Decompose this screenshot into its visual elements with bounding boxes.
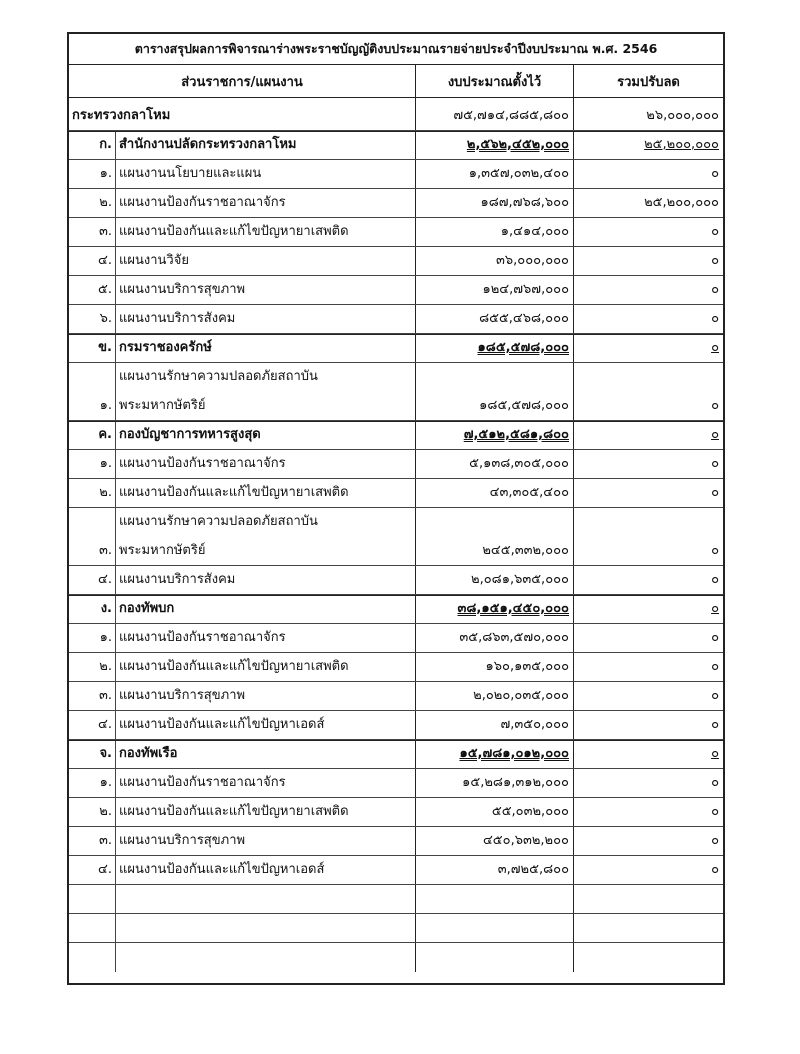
plan-cut: ๐	[711, 804, 719, 819]
group-budget: ๑๕,๗๘๑,๐๑๒,๐๐๐	[416, 741, 574, 768]
plan-budget: ๑๒๔,๗๖๗,๐๐๐	[416, 276, 574, 304]
plan-name: แผนงานป้องกันและแก้ไขปัญหายาเสพติด	[116, 218, 416, 246]
plan-number: ๓.	[69, 827, 116, 855]
plan-number: ๑.	[69, 769, 116, 797]
plan-name: แผนงานบริการสังคม	[116, 566, 416, 594]
plan-row	[69, 247, 723, 276]
plan-budget: ๑๖๐,๑๓๕,๐๐๐	[416, 653, 574, 681]
empty-cell	[574, 914, 723, 942]
plan-number: ๔.	[69, 566, 116, 594]
plan-row	[69, 276, 723, 305]
plan-cut: ๐	[711, 311, 719, 326]
empty-cell	[116, 943, 416, 972]
plan-budget: ๒๔๕,๓๓๒,๐๐๐	[416, 508, 574, 565]
budget-table	[67, 32, 725, 985]
plan-cut: ๒๕,๒๐๐,๐๐๐	[644, 195, 719, 210]
table-title: ตารางสรุปผลการพิจารณาร่างพระราชบัญญัติงบประมาณรายจ่ายประจำปีงบประมาณ พ.ศ. 2546	[69, 34, 723, 65]
group-name: กองบัญชาการทหารสูงสุด	[116, 422, 416, 449]
plan-cut: ๐	[711, 572, 719, 587]
plan-number: ๓.	[69, 218, 116, 246]
plan-row	[69, 769, 723, 798]
group-budget: ๒,๕๖๒,๔๕๒,๐๐๐	[416, 132, 574, 159]
plan-number: ๒.	[69, 798, 116, 826]
empty-row	[69, 885, 723, 914]
plan-cut: ๐	[711, 485, 719, 500]
table-header	[69, 65, 723, 98]
plan-budget: ๓,๗๒๕,๘๐๐	[416, 856, 574, 884]
plan-name: แผนงานป้องกันราชอาณาจักร	[116, 450, 416, 478]
empty-cell	[69, 914, 116, 942]
plan-name: แผนงานป้องกันราชอาณาจักร	[116, 624, 416, 652]
plan-cut: ๐	[711, 456, 719, 471]
plan-number: ๓.	[69, 508, 116, 565]
plan-row	[69, 798, 723, 827]
plan-name: แผนงานป้องกันและแก้ไขปัญหาเอดส์	[116, 711, 416, 739]
group-number: ข.	[69, 335, 116, 362]
plan-budget: ๑๘๕,๕๗๘,๐๐๐	[416, 363, 574, 420]
plan-number: ๓.	[69, 682, 116, 710]
plan-number: ๑.	[69, 450, 116, 478]
empty-cell	[416, 914, 574, 942]
group-number: ง.	[69, 596, 116, 623]
empty-cell	[69, 885, 116, 913]
plan-name: แผนงานบริการสุขภาพ	[116, 682, 416, 710]
plan-cut: ๐	[711, 398, 719, 413]
plan-cut: ๐	[711, 688, 719, 703]
plan-cut: ๐	[711, 543, 719, 558]
plan-name: แผนงานป้องกันราชอาณาจักร	[116, 769, 416, 797]
group-row	[69, 334, 723, 363]
plan-budget: ๑๘๗,๗๖๘,๖๐๐	[416, 189, 574, 217]
plan-row	[69, 624, 723, 653]
plan-cut: ๐	[711, 862, 719, 877]
empty-cell	[574, 943, 723, 972]
plan-cut: ๐	[711, 282, 719, 297]
group-cut: ๒๕,๒๐๐,๐๐๐	[644, 137, 719, 152]
group-name: สำนักงานปลัดกระทรวงกลาโหม	[116, 132, 416, 159]
group-number: จ.	[69, 741, 116, 768]
plan-budget: ๕๕,๐๓๒,๐๐๐	[416, 798, 574, 826]
plan-name: แผนงานป้องกันและแก้ไขปัญหาเอดส์	[116, 856, 416, 884]
plan-number: ๒.	[69, 653, 116, 681]
plan-name: แผนงานป้องกันและแก้ไขปัญหายาเสพติด	[116, 798, 416, 826]
plan-budget: ๑,๓๕๗,๐๓๒,๔๐๐	[416, 160, 574, 188]
plan-name	[116, 508, 416, 565]
plan-name: แผนงานบริการสุขภาพ	[116, 827, 416, 855]
header-cut: รวมปรับลด	[617, 74, 680, 90]
group-number: ค.	[69, 422, 116, 449]
group-cut: ๐	[711, 340, 719, 355]
empty-cell	[69, 943, 116, 972]
ministry-budget: ๗๕,๗๑๔,๘๘๕,๘๐๐	[416, 98, 574, 130]
groups-container	[69, 131, 723, 972]
plan-cut: ๐	[711, 775, 719, 790]
plan-number: ๕.	[69, 276, 116, 304]
empty-row	[69, 943, 723, 972]
group-row	[69, 131, 723, 160]
group-name: กองทัพเรือ	[116, 741, 416, 768]
plan-cut: ๐	[711, 253, 719, 268]
empty-cell	[416, 885, 574, 913]
plan-budget: ๓๕,๘๖๓,๕๗๐,๐๐๐	[416, 624, 574, 652]
plan-name: แผนงานวิจัย	[116, 247, 416, 275]
group-row	[69, 740, 723, 769]
plan-number: ๔.	[69, 247, 116, 275]
group-cut: ๐	[711, 746, 719, 761]
plan-name: แผนงานป้องกันและแก้ไขปัญหายาเสพติด	[116, 653, 416, 681]
plan-number: ๑.	[69, 624, 116, 652]
group-cut: ๐	[711, 601, 719, 616]
plan-row	[69, 160, 723, 189]
ministry-cut: ๒๖,๐๐๐,๐๐๐	[646, 108, 719, 123]
group-budget: ๑๘๕,๕๗๘,๐๐๐	[416, 335, 574, 362]
empty-row	[69, 914, 723, 943]
plan-row	[69, 827, 723, 856]
plan-budget: ๔๓,๓๐๕,๔๐๐	[416, 479, 574, 507]
plan-name-line2: พระมหากษัตริย์	[119, 398, 206, 413]
plan-number: ๑.	[69, 160, 116, 188]
plan-number: ๑.	[69, 363, 116, 420]
plan-budget: ๓๖,๐๐๐,๐๐๐	[416, 247, 574, 275]
group-budget: ๓๘,๑๕๑,๔๕๐,๐๐๐	[416, 596, 574, 623]
plan-budget: ๑๕,๒๘๑,๓๑๒,๐๐๐	[416, 769, 574, 797]
plan-name-line2: พระมหากษัตริย์	[119, 543, 206, 558]
plan-row	[69, 363, 723, 421]
group-cut: ๐	[711, 427, 719, 442]
empty-cell	[116, 914, 416, 942]
plan-row	[69, 305, 723, 334]
plan-name	[116, 363, 416, 420]
plan-name-line1: แผนงานรักษาความปลอดภัยสถาบัน	[119, 369, 318, 384]
plan-budget: ๗,๓๕๐,๐๐๐	[416, 711, 574, 739]
plan-row	[69, 450, 723, 479]
ministry-row	[69, 98, 723, 131]
plan-budget: ๔๕๐,๖๓๒,๒๐๐	[416, 827, 574, 855]
plan-budget: ๘๕๕,๔๖๘,๐๐๐	[416, 305, 574, 333]
plan-name: แผนงานป้องกันและแก้ไขปัญหายาเสพติด	[116, 479, 416, 507]
plan-row	[69, 856, 723, 885]
plan-number: ๒.	[69, 189, 116, 217]
plan-row	[69, 218, 723, 247]
plan-cut: ๐	[711, 224, 719, 239]
plan-row	[69, 566, 723, 595]
plan-name: แผนงานนโยบายและแผน	[116, 160, 416, 188]
group-row	[69, 421, 723, 450]
plan-budget: ๕,๑๓๘,๓๐๕,๐๐๐	[416, 450, 574, 478]
plan-cut: ๐	[711, 833, 719, 848]
group-row	[69, 595, 723, 624]
group-number: ก.	[69, 132, 116, 159]
plan-budget: ๒,๐๘๑,๖๓๕,๐๐๐	[416, 566, 574, 594]
plan-cut: ๐	[711, 166, 719, 181]
group-name: กรมราชองครักษ์	[116, 335, 416, 362]
plan-number: ๖.	[69, 305, 116, 333]
empty-cell	[416, 943, 574, 972]
plan-budget: ๒,๐๒๐,๐๓๕,๐๐๐	[416, 682, 574, 710]
plan-name: แผนงานบริการสุขภาพ	[116, 276, 416, 304]
plan-cut: ๐	[711, 659, 719, 674]
group-name: กองทัพบก	[116, 596, 416, 623]
plan-row	[69, 653, 723, 682]
plan-number: ๒.	[69, 479, 116, 507]
header-agency: ส่วนราชการ/แผนงาน	[69, 65, 416, 97]
plan-cut: ๐	[711, 630, 719, 645]
empty-cell	[574, 885, 723, 913]
plan-row	[69, 711, 723, 740]
ministry-name: กระทรวงกลาโหม	[69, 98, 416, 130]
plan-number: ๔.	[69, 856, 116, 884]
plan-budget: ๑,๔๑๔,๐๐๐	[416, 218, 574, 246]
plan-row	[69, 508, 723, 566]
plan-name: แผนงานป้องกันราชอาณาจักร	[116, 189, 416, 217]
plan-name: แผนงานบริการสังคม	[116, 305, 416, 333]
header-budget: งบประมาณตั้งไว้	[416, 65, 574, 97]
plan-row	[69, 189, 723, 218]
group-budget: ๗,๕๑๒,๕๘๑,๘๐๐	[416, 422, 574, 449]
plan-row	[69, 682, 723, 711]
plan-cut: ๐	[711, 717, 719, 732]
plan-name-line1: แผนงานรักษาความปลอดภัยสถาบัน	[119, 514, 318, 529]
empty-cell	[116, 885, 416, 913]
plan-row	[69, 479, 723, 508]
plan-number: ๔.	[69, 711, 116, 739]
